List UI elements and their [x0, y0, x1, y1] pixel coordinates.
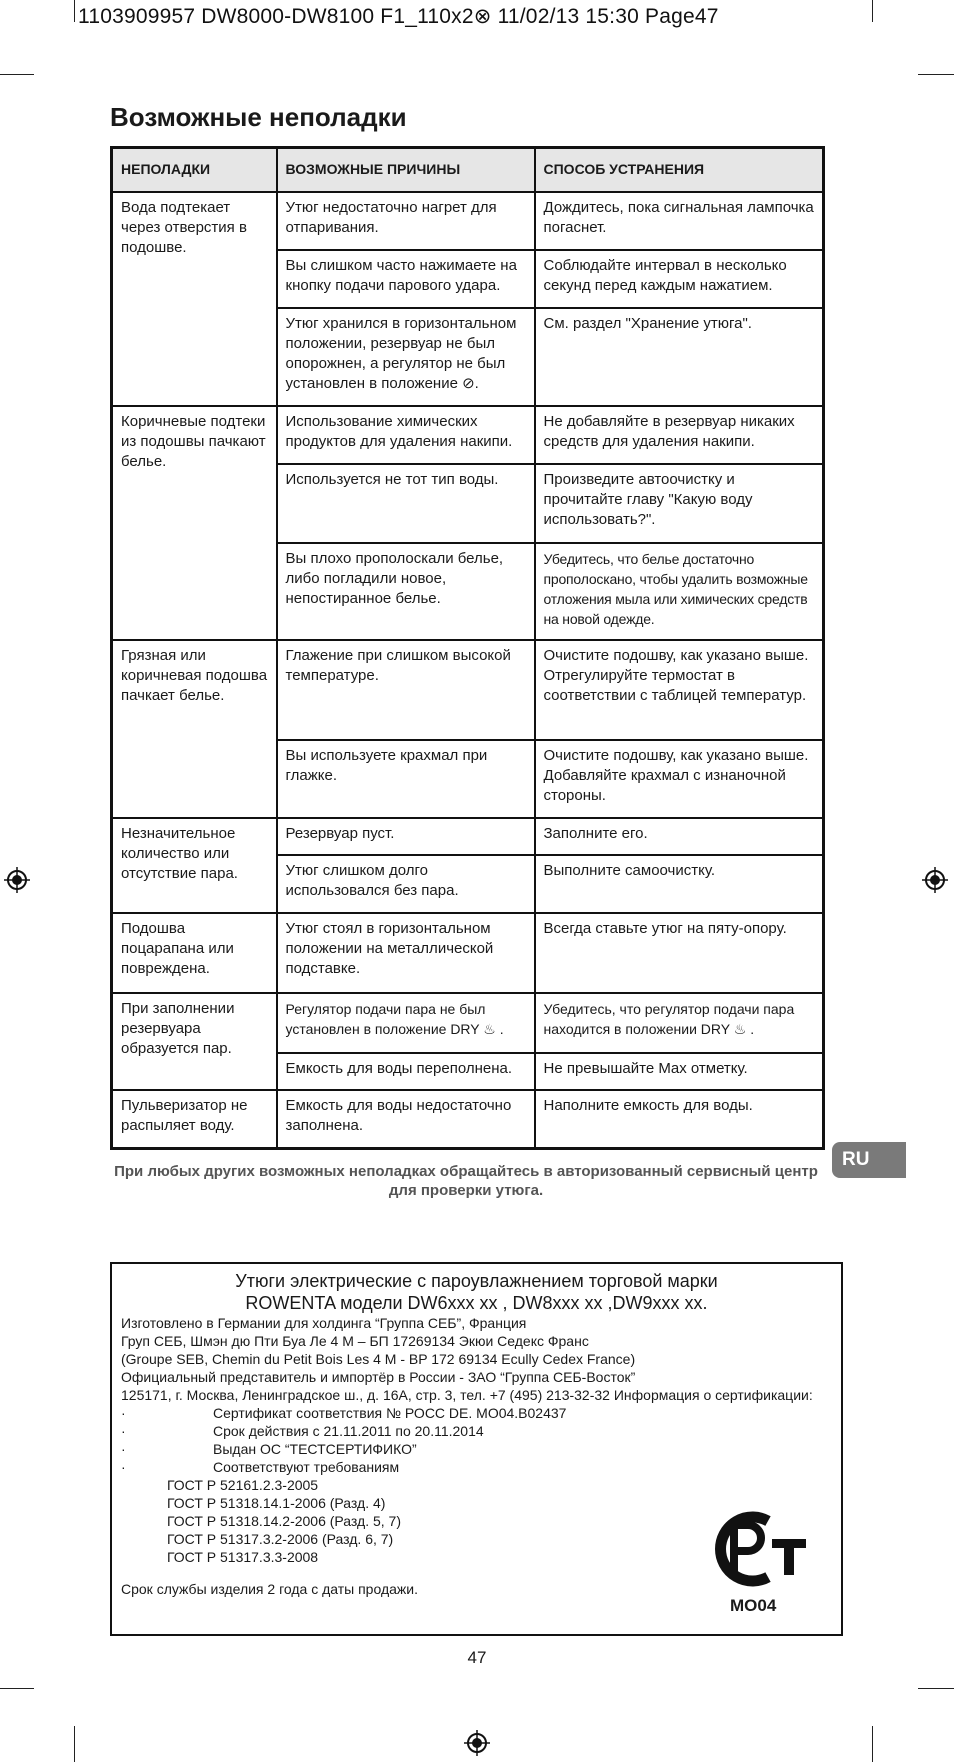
table-row: [112, 406, 824, 464]
bullet: ·: [121, 1459, 126, 1475]
problem-cell: Незначительное количество или отсутствие пара.: [112, 818, 277, 913]
cause-cell: Емкость для воды переполнена.: [277, 1053, 535, 1090]
cert-title-line-2: ROWENTA модели DW6xxx xx , DW8xxx xx ,DW9xxx xx.: [245, 1293, 708, 1313]
table-row: [112, 993, 824, 1053]
cause-cell: Регулятор подачи пара не был установлен в положение DRY ♨ .: [277, 993, 535, 1053]
cert-line: 125171, г. Москва, Ленинградское ш., д. 16А, стр. 3, тел. +7 (495) 213-32-32 Информация о сертификации:: [121, 1387, 813, 1403]
cause-cell: Утюг недостаточно нагрет для отпаривания.: [277, 192, 535, 250]
gost-line: ГОСТ Р 52161.2.3-2005: [167, 1477, 319, 1493]
bullet: ·: [121, 1441, 126, 1457]
cause-cell: Глажение при слишком высокой температуре.: [277, 640, 535, 740]
crop-mark: [74, 0, 75, 22]
fix-cell: Очистите подошву, как указано выше. Отрегулируйте термостат в соответствии с таблицей температур.: [535, 640, 824, 740]
table-row: [112, 1090, 824, 1148]
cause-cell: Используется не тот тип воды.: [277, 464, 535, 543]
cert-line: Изготовлено в Германии для холдинга “Группа СЕБ”, Франция: [121, 1315, 527, 1331]
cert-title-line-1: Утюги электрические с пароувлажнением торговой марки: [235, 1271, 718, 1291]
crop-mark: [74, 1726, 75, 1762]
table-row: [112, 913, 824, 993]
table-row: [112, 818, 824, 855]
gost-line: ГОСТ Р 51318.14.2-2006 (Разд. 5, 7): [167, 1513, 402, 1529]
fix-cell: Убедитесь, что регулятор подачи пара находится в положении DRY ♨ .: [535, 993, 824, 1053]
page-number: 47: [467, 1648, 487, 1667]
cert-bullet-text: Выдан ОС “ТЕСТСЕРТИФИКО”: [213, 1441, 417, 1457]
service-life-line: Срок службы изделия 2 года с даты продажи.: [121, 1581, 418, 1597]
cert-bullet-text: Сертификат соответствия № РОСС DE. МО04.В02437: [213, 1405, 567, 1421]
cause-cell: Утюг стоял в горизонтальном положении на металлической подставке.: [277, 913, 535, 993]
cert-bullet-item: [121, 1404, 832, 1422]
cause-cell: Резервуар пуст.: [277, 818, 535, 855]
cert-bullet-item: [121, 1422, 832, 1440]
registration-mark-icon: [464, 1730, 490, 1756]
column-header: НЕПОЛАДКИ: [112, 148, 277, 193]
cause-cell: Емкость для воды недостаточно заполнена.: [277, 1090, 535, 1148]
fix-cell: Заполните его.: [535, 818, 824, 855]
crop-mark: [918, 1688, 954, 1689]
problem-cell: Коричневые подтеки из подошвы пачкают белье.: [112, 406, 277, 640]
language-tab: RU: [832, 1142, 906, 1178]
problem-cell: Пульверизатор не распыляет воду.: [112, 1090, 277, 1148]
table-row: [112, 192, 824, 250]
table-row: [112, 640, 824, 740]
cause-cell: Вы используете крахмал при глажке.: [277, 740, 535, 818]
certification-box: [110, 1262, 843, 1636]
registration-mark-icon: [4, 867, 30, 893]
cert-line: Груп СЕБ, Шмэн дю Пти Буа Ле 4 М – БП 17269134 Экюи Седекс Франс: [121, 1333, 589, 1349]
fix-cell: См. раздел "Хранение утюга".: [535, 308, 824, 406]
problem-cell: Подошва поцарапана или повреждена.: [112, 913, 277, 993]
fix-cell: Соблюдайте интервал в несколько секунд перед каждым нажатием.: [535, 250, 824, 308]
crop-mark: [0, 74, 34, 75]
fix-cell: Не превышайте Max отметку.: [535, 1053, 824, 1090]
crop-mark: [872, 0, 873, 22]
registration-mark-icon: [922, 867, 948, 893]
table-header-row: [112, 148, 824, 193]
cert-line: Официальный представитель и импортёр в России - ЗАО “Группа СЕБ-Восток”: [121, 1369, 636, 1385]
fix-cell: Убедитесь, что белье достаточно прополоскано, чтобы удалить возможные отложения мыла или химических средств на новой одежде.: [535, 543, 824, 640]
problem-cell: При заполнении резервуара образуется пар.: [112, 993, 277, 1090]
cause-cell: Вы плохо прополоскали белье, либо погладили новое, непостиранное белье.: [277, 543, 535, 640]
gost-line: ГОСТ Р 51318.14.1-2006 (Разд. 4): [167, 1495, 386, 1511]
troubleshooting-table: [110, 146, 825, 1150]
page-title: Возможные неполадки: [110, 102, 407, 132]
bullet: ·: [121, 1423, 126, 1439]
cause-cell: Утюг хранился в горизонтальном положении, резервуар не был опорожнен, а регулятор не был установлен в положение ⊘.: [277, 308, 535, 406]
crop-mark: [918, 74, 954, 75]
cert-bullet-item: [121, 1458, 832, 1476]
cert-bullet-item: [121, 1440, 832, 1458]
cause-cell: Утюг слишком долго использовался без пара.: [277, 855, 535, 913]
fix-cell: Выполните самоочистку.: [535, 855, 824, 913]
pct-certification-mark-icon: [710, 1507, 810, 1591]
certification-code: МО04: [730, 1596, 777, 1615]
print-slug: 1103909957 DW8000-DW8100 F1_110x2⊗ 11/02/13 15:30 Page47: [78, 5, 719, 28]
fix-cell: Произведите автоочистку и прочитайте главу "Какую воду использовать?".: [535, 464, 824, 543]
problem-cell: Грязная или коричневая подошва пачкает белье.: [112, 640, 277, 818]
service-note: При любых других возможных неполадках обращайтесь в авторизованный сервисный центр для проверки утюга.: [114, 1163, 818, 1199]
cert-bullet-text: Соответствуют требованиям: [213, 1459, 400, 1475]
problem-cell: Вода подтекает через отверстия в подошве.: [112, 192, 277, 406]
cause-cell: Использование химических продуктов для удаления накипи.: [277, 406, 535, 464]
cert-line: (Groupe SEB, Chemin du Petit Bois Les 4 M - BP 172 69134 Ecully Cedex France): [121, 1351, 636, 1367]
gost-line: ГОСТ Р 51317.3.2-2006 (Разд. 6, 7): [167, 1531, 394, 1547]
column-header: ВОЗМОЖНЫЕ ПРИЧИНЫ: [277, 148, 535, 193]
gost-line: ГОСТ Р 51317.3.3-2008: [167, 1549, 319, 1565]
fix-cell: Не добавляйте в резервуар никаких средств для удаления накипи.: [535, 406, 824, 464]
column-header: СПОСОБ УСТРАНЕНИЯ: [535, 148, 824, 193]
crop-mark: [872, 1726, 873, 1762]
fix-cell: Наполните емкость для воды.: [535, 1090, 824, 1148]
cert-bullet-text: Срок действия с 21.11.2011 по 20.11.2014: [213, 1423, 484, 1439]
fix-cell: Всегда ставьте утюг на пяту-опору.: [535, 913, 824, 993]
fix-cell: Дождитесь, пока сигнальная лампочка погаснет.: [535, 192, 824, 250]
crop-mark: [0, 1688, 34, 1689]
fix-cell: Очистите подошву, как указано выше. Добавляйте крахмал с изнаночной стороны.: [535, 740, 824, 818]
cause-cell: Вы слишком часто нажимаете на кнопку подачи парового удара.: [277, 250, 535, 308]
bullet: ·: [121, 1405, 126, 1421]
